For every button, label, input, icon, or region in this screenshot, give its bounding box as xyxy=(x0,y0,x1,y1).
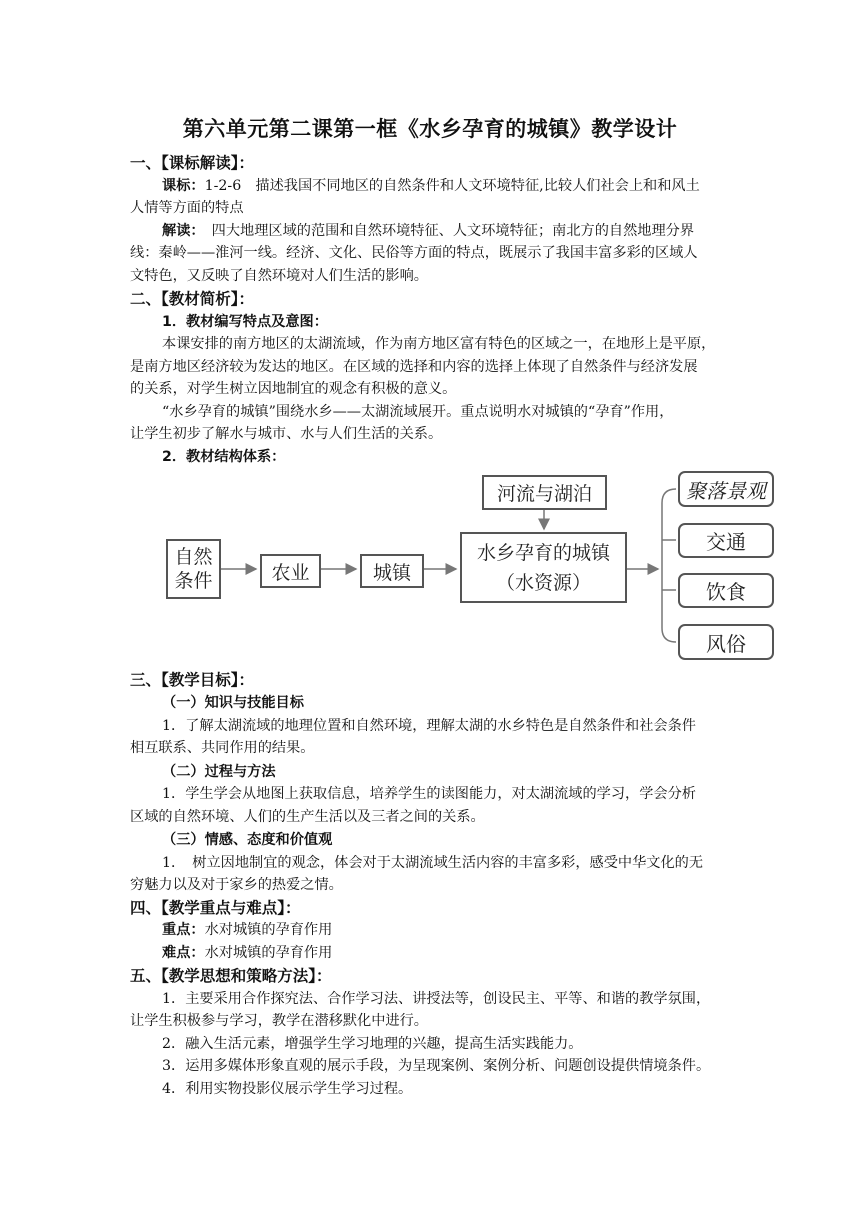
strategy-1-line-1: 1．主要采用合作探究法、合作学习法、讲授法等，创设民主、平等、和谐的教学氛围， xyxy=(162,991,711,1007)
section-heading-objectives: 三、【教学目标】： xyxy=(130,671,255,689)
key-point-label: 重点： xyxy=(162,922,205,938)
section-heading-strategies: 五、【教学思想和策略方法】： xyxy=(130,967,332,985)
difficult-point-text: 水对城镇的孕育作用 xyxy=(204,945,333,961)
key-point-text: 水对城镇的孕育作用 xyxy=(204,922,333,938)
objective-1-line-2: 相互联系、共同作用的结果。 xyxy=(130,740,315,756)
strategy-2: 2．融入生活元素，增强学生学习地理的兴趣，提高生活实践能力。 xyxy=(162,1036,583,1052)
interpretation-line-2: 线：秦岭——淮河一线。经济、文化、民俗等方面的特点，既展示了我国丰富多彩的区域人 xyxy=(130,245,698,261)
textbook-p1-line-2: 是南方地区经济较为发达的地区。在区域的选择和内容的选择上体现了自然条件与经济发展 xyxy=(130,359,698,375)
strategy-3: 3．运用多媒体形象直观的展示手段，为呈现案例、案例分析、问题创设提供情境条件。 xyxy=(162,1058,711,1074)
objective-3-line-2: 穷魅力以及对于家乡的热爱之情。 xyxy=(130,877,343,893)
natural-line-1: 自然 xyxy=(174,546,213,568)
box-natural-conditions xyxy=(166,539,221,599)
branch-food: 饮食 xyxy=(678,573,774,608)
textbook-subheading-1: 1．教材编写特点及意图： xyxy=(162,314,328,330)
difficult-point-label: 难点： xyxy=(162,945,205,961)
objective-1-line-1: 1．了解太湖流域的地理位置和自然环境，理解太湖的水乡特色是自然条件和社会条件 xyxy=(162,718,696,734)
interpretation-line-3: 文特色，又反映了自然环境对人们生活的影响。 xyxy=(130,268,428,284)
key-point-line xyxy=(162,920,766,940)
section-heading-key-points: 四、【教学重点与难点】： xyxy=(130,899,301,917)
interpretation-label: 解读： xyxy=(162,223,198,239)
page-title: 第六单元第二课第一框《水乡孕育的城镇》教学设计 xyxy=(182,117,678,141)
textbook-subheading-2: 2．教材结构体系： xyxy=(162,449,286,465)
curriculum-label: 课标： xyxy=(162,178,205,194)
box-water-town-center xyxy=(460,532,627,603)
branch-transport: 交通 xyxy=(678,523,774,558)
box-rivers-lakes: 河流与湖泊 xyxy=(482,475,607,510)
branch-settlement-landscape: 聚落景观 xyxy=(678,471,774,507)
box-agriculture: 农业 xyxy=(260,554,321,588)
center-line-1: 水乡孕育的城镇 xyxy=(476,541,610,564)
textbook-p1-line-1: 本课安排的南方地区的太湖流域，作为南方地区富有特色的区域之一，在地形上是平原， xyxy=(162,336,716,352)
natural-line-2: 条件 xyxy=(174,570,213,592)
curriculum-line-2: 人情等方面的特点 xyxy=(130,200,244,216)
center-line-2: （水资源） xyxy=(495,571,591,594)
textbook-p2-line-2: 让学生初步了解水与城市、水与人们生活的关系。 xyxy=(130,426,443,442)
textbook-p2-line-1: “水乡孕育的城镇”围绕水乡——太湖流域展开。重点说明水对城镇的“孕育”作用， xyxy=(162,404,674,420)
difficult-point-line xyxy=(162,943,766,963)
textbook-p1-line-3: 的关系，对学生树立因地制宜的观念有积极的意义。 xyxy=(130,381,457,397)
objective-2-title: （二）过程与方法 xyxy=(162,764,276,780)
branch-customs: 风俗 xyxy=(678,624,774,660)
objective-2-line-2: 区域的自然环境、人们的生产生活以及三者之间的关系。 xyxy=(130,809,485,825)
objective-3-title: （三）情感、态度和价值观 xyxy=(162,832,333,848)
branch-bracket xyxy=(662,489,676,642)
interpretation-text-1: 四大地理区域的范围和自然环境特征、人文环境特征；南北方的自然地理分界 xyxy=(197,223,695,239)
section-heading-curriculum: 一、【课标解读】： xyxy=(130,154,255,172)
objective-1-title: （一）知识与技能目标 xyxy=(162,695,304,711)
box-town: 城镇 xyxy=(360,554,424,588)
objective-3-line-1: 1． 树立因地制宜的观念，体会对于太湖流域生活内容的丰富多彩，感受中华文化的无 xyxy=(162,855,704,871)
objective-2-line-1: 1．学生学会从地图上获取信息，培养学生的读图能力，对太湖流域的学习，学会分析 xyxy=(162,786,696,802)
strategy-4: 4．利用实物投影仪展示学生学习过程。 xyxy=(162,1081,413,1097)
section-heading-textbook: 二、【教材简析】： xyxy=(130,290,255,308)
curriculum-text-1: 1-2-6 描述我国不同地区的自然条件和人文环境特征,比较人们社会上和和风土 xyxy=(204,178,700,194)
strategy-1-line-2: 让学生积极参与学习，教学在潜移默化中进行。 xyxy=(130,1013,428,1029)
